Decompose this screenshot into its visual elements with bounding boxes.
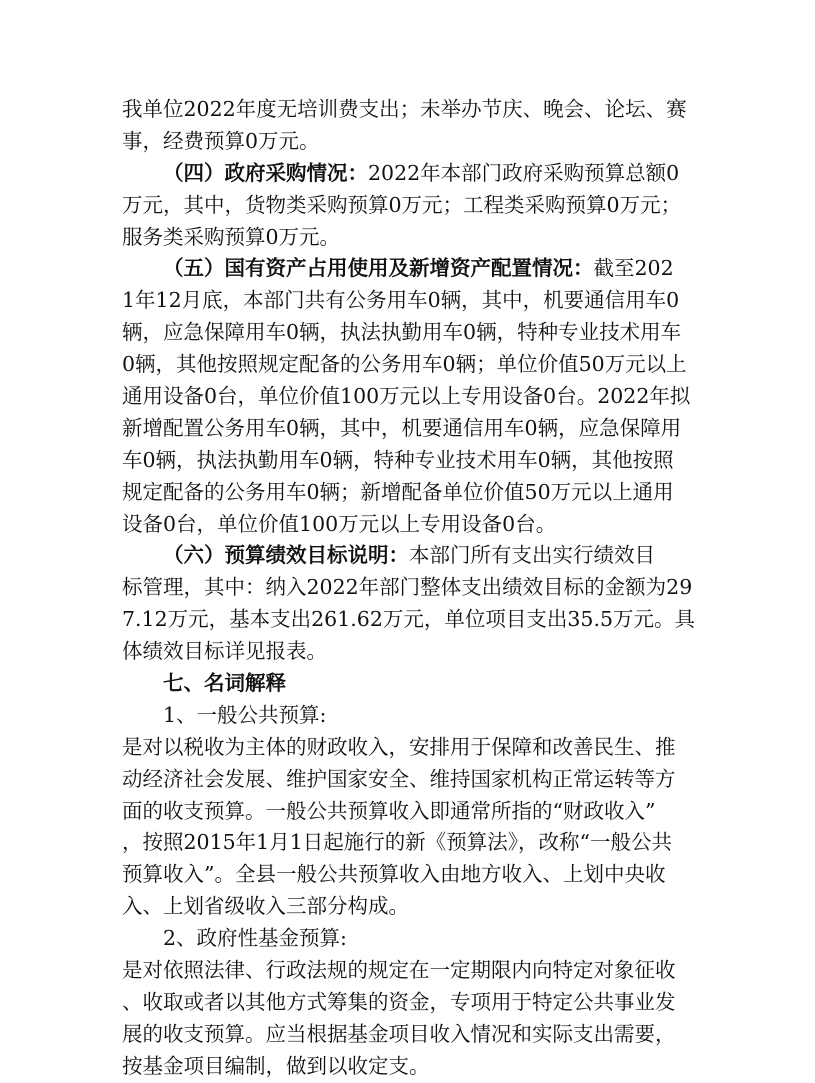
body-line	[122, 349, 700, 381]
section-heading-glossary: 七、名词解释	[163, 671, 286, 696]
line-text: 事，经费预算0万元。	[122, 128, 320, 153]
body-line	[122, 381, 700, 413]
section-heading-procurement: （四）政府采购情况：	[163, 160, 368, 185]
body-line	[122, 445, 700, 477]
line-text: 通用设备0台，单位价值100万元以上专用设备0台。2022年拟	[122, 384, 691, 409]
body-line	[122, 94, 700, 126]
glossary-term-line	[122, 923, 700, 955]
line-text: ，按照2015年1月1日起施行的新《预算法》，改称“一般公共	[122, 830, 672, 855]
body-line	[122, 126, 700, 158]
body-line	[122, 509, 700, 541]
body-line	[122, 222, 700, 254]
line-text: 本部门所有支出实行绩效目	[409, 543, 655, 568]
line-text: 标管理，其中：纳入2022年部门整体支出绩效目标的金额为29	[122, 575, 693, 600]
line-text: 万元，其中，货物类采购预算0万元；工程类采购预算0万元；	[122, 192, 682, 217]
line-text: 0辆，其他按照规定配备的公务用车0辆；单位价值50万元以上	[122, 352, 687, 377]
body-line	[122, 604, 700, 636]
section-heading-assets: （五）国有资产占用使用及新增资产配置情况：	[163, 256, 594, 281]
body-line	[122, 732, 700, 764]
body-line	[122, 190, 700, 222]
line-text: 辆，应急保障用车0辆，执法执勤用车0辆，特种专业技术用车	[122, 320, 682, 345]
section-seven-heading	[122, 668, 700, 700]
line-text: 设备0台，单位价值100万元以上专用设备0台。	[122, 511, 557, 536]
line-text: 、收取或者以其他方式筹集的资金，专项用于特定公共事业发	[122, 989, 676, 1014]
line-text: 展的收支预算。应当根据基金项目收入情况和实际支出需要，	[122, 1021, 676, 1046]
line-text: 是对以税收为主体的财政收入，安排用于保障和改善民生、推	[122, 734, 676, 759]
body-line	[122, 764, 700, 796]
line-text: 体绩效目标详见报表。	[122, 639, 327, 664]
section-four-line	[122, 158, 700, 190]
body-line	[122, 636, 700, 668]
line-text: 7.12万元，基本支出261.62万元，单位项目支出35.5万元。具	[122, 607, 696, 632]
line-text: 1年12月底，本部门共有公务用车0辆，其中，机要通信用车0	[122, 288, 680, 313]
body-line	[122, 413, 700, 445]
line-text: 服务类采购预算0万元。	[122, 224, 341, 249]
line-text: 按基金项目编制，做到以收定支。	[122, 1053, 430, 1078]
line-text: 规定配备的公务用车0辆；新增配备单位价值50万元以上通用	[122, 479, 674, 504]
body-line	[122, 955, 700, 987]
line-text: 预算收入”。全县一般公共预算收入由地方收入、上划中央收	[122, 862, 666, 887]
glossary-term-line	[122, 700, 700, 732]
section-six-line	[122, 540, 700, 572]
line-text: 动经济社会发展、维护国家安全、维持国家机构正常运转等方	[122, 766, 676, 791]
body-line	[122, 285, 700, 317]
section-heading-performance: （六）预算绩效目标说明：	[163, 543, 409, 568]
line-text: 是对依照法律、行政法规的规定在一定期限内向特定对象征收	[122, 958, 676, 983]
body-line	[122, 1051, 700, 1083]
body-line	[122, 317, 700, 349]
line-text: 我单位2022年度无培训费支出；未举办节庆、晚会、论坛、赛	[122, 97, 687, 121]
section-five-line	[122, 253, 700, 285]
document-body	[122, 94, 700, 1083]
body-line	[122, 477, 700, 509]
body-line	[122, 891, 700, 923]
body-line	[122, 1019, 700, 1051]
body-line	[122, 987, 700, 1019]
line-text: 入、上划省级收入三部分构成。	[122, 894, 409, 919]
line-text: 车0辆，执法执勤用车0辆，特种专业技术用车0辆，其他按照	[122, 447, 674, 472]
line-text: 2022年本部门政府采购预算总额0	[368, 160, 680, 185]
body-line	[122, 827, 700, 859]
glossary-term-general-budget: 1、一般公共预算:	[163, 702, 327, 727]
line-text: 面的收支预算。一般公共预算收入即通常所指的“财政收入”	[122, 798, 656, 823]
body-line	[122, 859, 700, 891]
glossary-term-fund-budget: 2、政府性基金预算:	[163, 926, 347, 951]
body-line	[122, 572, 700, 604]
line-text: 新增配置公务用车0辆，其中，机要通信用车0辆，应急保障用	[122, 415, 682, 440]
line-text: 截至202	[593, 256, 674, 281]
body-line	[122, 796, 700, 828]
